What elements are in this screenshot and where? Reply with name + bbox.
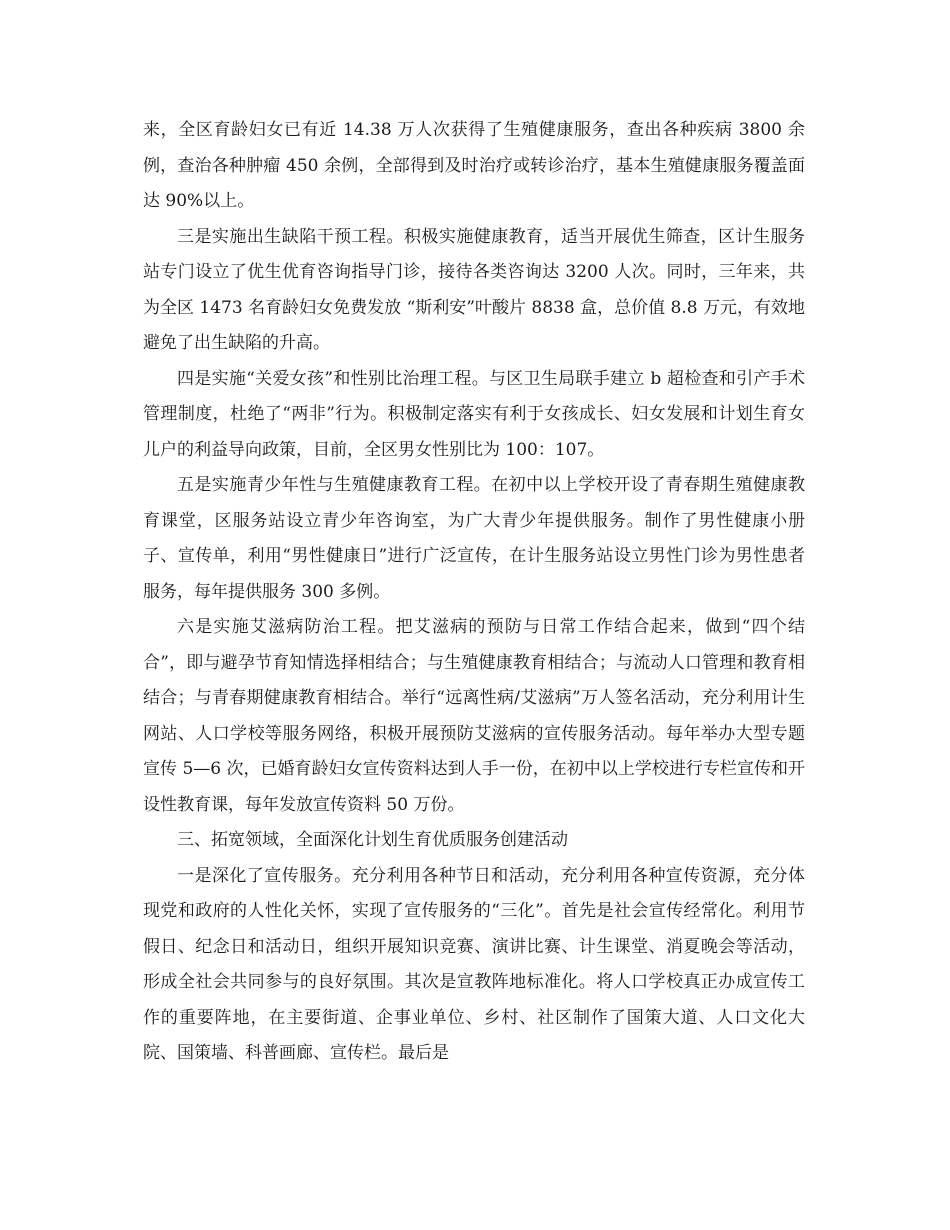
paragraph-aids-prevention: 六是实施艾滋病防治工程。把艾滋病的预防与日常工作结合起来，做到“四个结合”，即与避孕节育知情选择相结合；与生殖健康教育相结合；与流动人口管理和教育相结合；与青春期健康教育相结合。举行“远离性病/艾滋病”万人签名活动，充分利用计生网站、人口学校等服务网络，积极开展预防艾滋病的宣传服务活动。每年举办大型专题宣传 5—6 次，已婚育龄妇女宣传资料达到人手一份，在初中以上学校进行专栏宣传和开设性教育课，每年发放宣传资料 50 万份。 — [143, 617, 805, 815]
paragraph-publicity-service: 一是深化了宣传服务。充分利用各种节日和活动，充分利用各种宣传资源，充分体现党和政府的人性化关怀，实现了宣传服务的“三化”。首先是社会宣传经常化。利用节假日、纪念日和活动日，组织开展知识竞赛、演讲比赛、计生课堂、消夏晚会等活动，形成全社会共同参与的良好氛围。其次是宣教阵地标准化。将人口学校真正办成宣传工作的重要阵地，在主要街道、企事业单位、乡村、社区制作了国策大道、人口文化大院、国策墙、科普画廊、宣传栏。最后是 — [143, 865, 805, 1063]
document-body — [143, 113, 805, 1072]
paragraph-care-for-girls: 四是实施“关爱女孩”和性别比治理工程。与区卫生局联手建立 b 超检查和引产手术管理制度，杜绝了“两非”行为。积极制定落实有利于女孩成长、妇女发展和计划生育女儿户的利益导向政策，目前，全区男女性别比为 100：107。 — [143, 368, 805, 460]
paragraph-continued: 来，全区育龄妇女已有近 14.38 万人次获得了生殖健康服务，查出各种疾病 3800 余例，查治各种肿瘤 450 余例，全部得到及时治疗或转诊治疗，基本生殖健康服务覆盖面达 90%以上。 — [143, 120, 805, 211]
section-heading: 三、拓宽领域，全面深化计划生育优质服务创建活动 — [177, 830, 568, 850]
paragraph-birth-defect: 三是实施出生缺陷干预工程。积极实施健康教育，适当开展优生筛查，区计生服务站专门设立了优生优育咨询指导门诊，接待各类咨询达 3200 人次。同时，三年来，共为全区 1473 名育龄妇女免费发放 “斯利安”叶酸片 8838 盒，总价值 8.8 万元，有效地避免了出生缺陷的升高。 — [143, 226, 805, 353]
paragraph-youth-health: 五是实施青少年性与生殖健康教育工程。在初中以上学校开设了青春期生殖健康教育课堂，区服务站设立青少年咨询室，为广大青少年提供服务。制作了男性健康小册子、宣传单，利用“男性健康日”进行广泛宣传，在计生服务站设立男性门诊为男性患者服务，每年提供服务 300 多例。 — [143, 475, 805, 602]
